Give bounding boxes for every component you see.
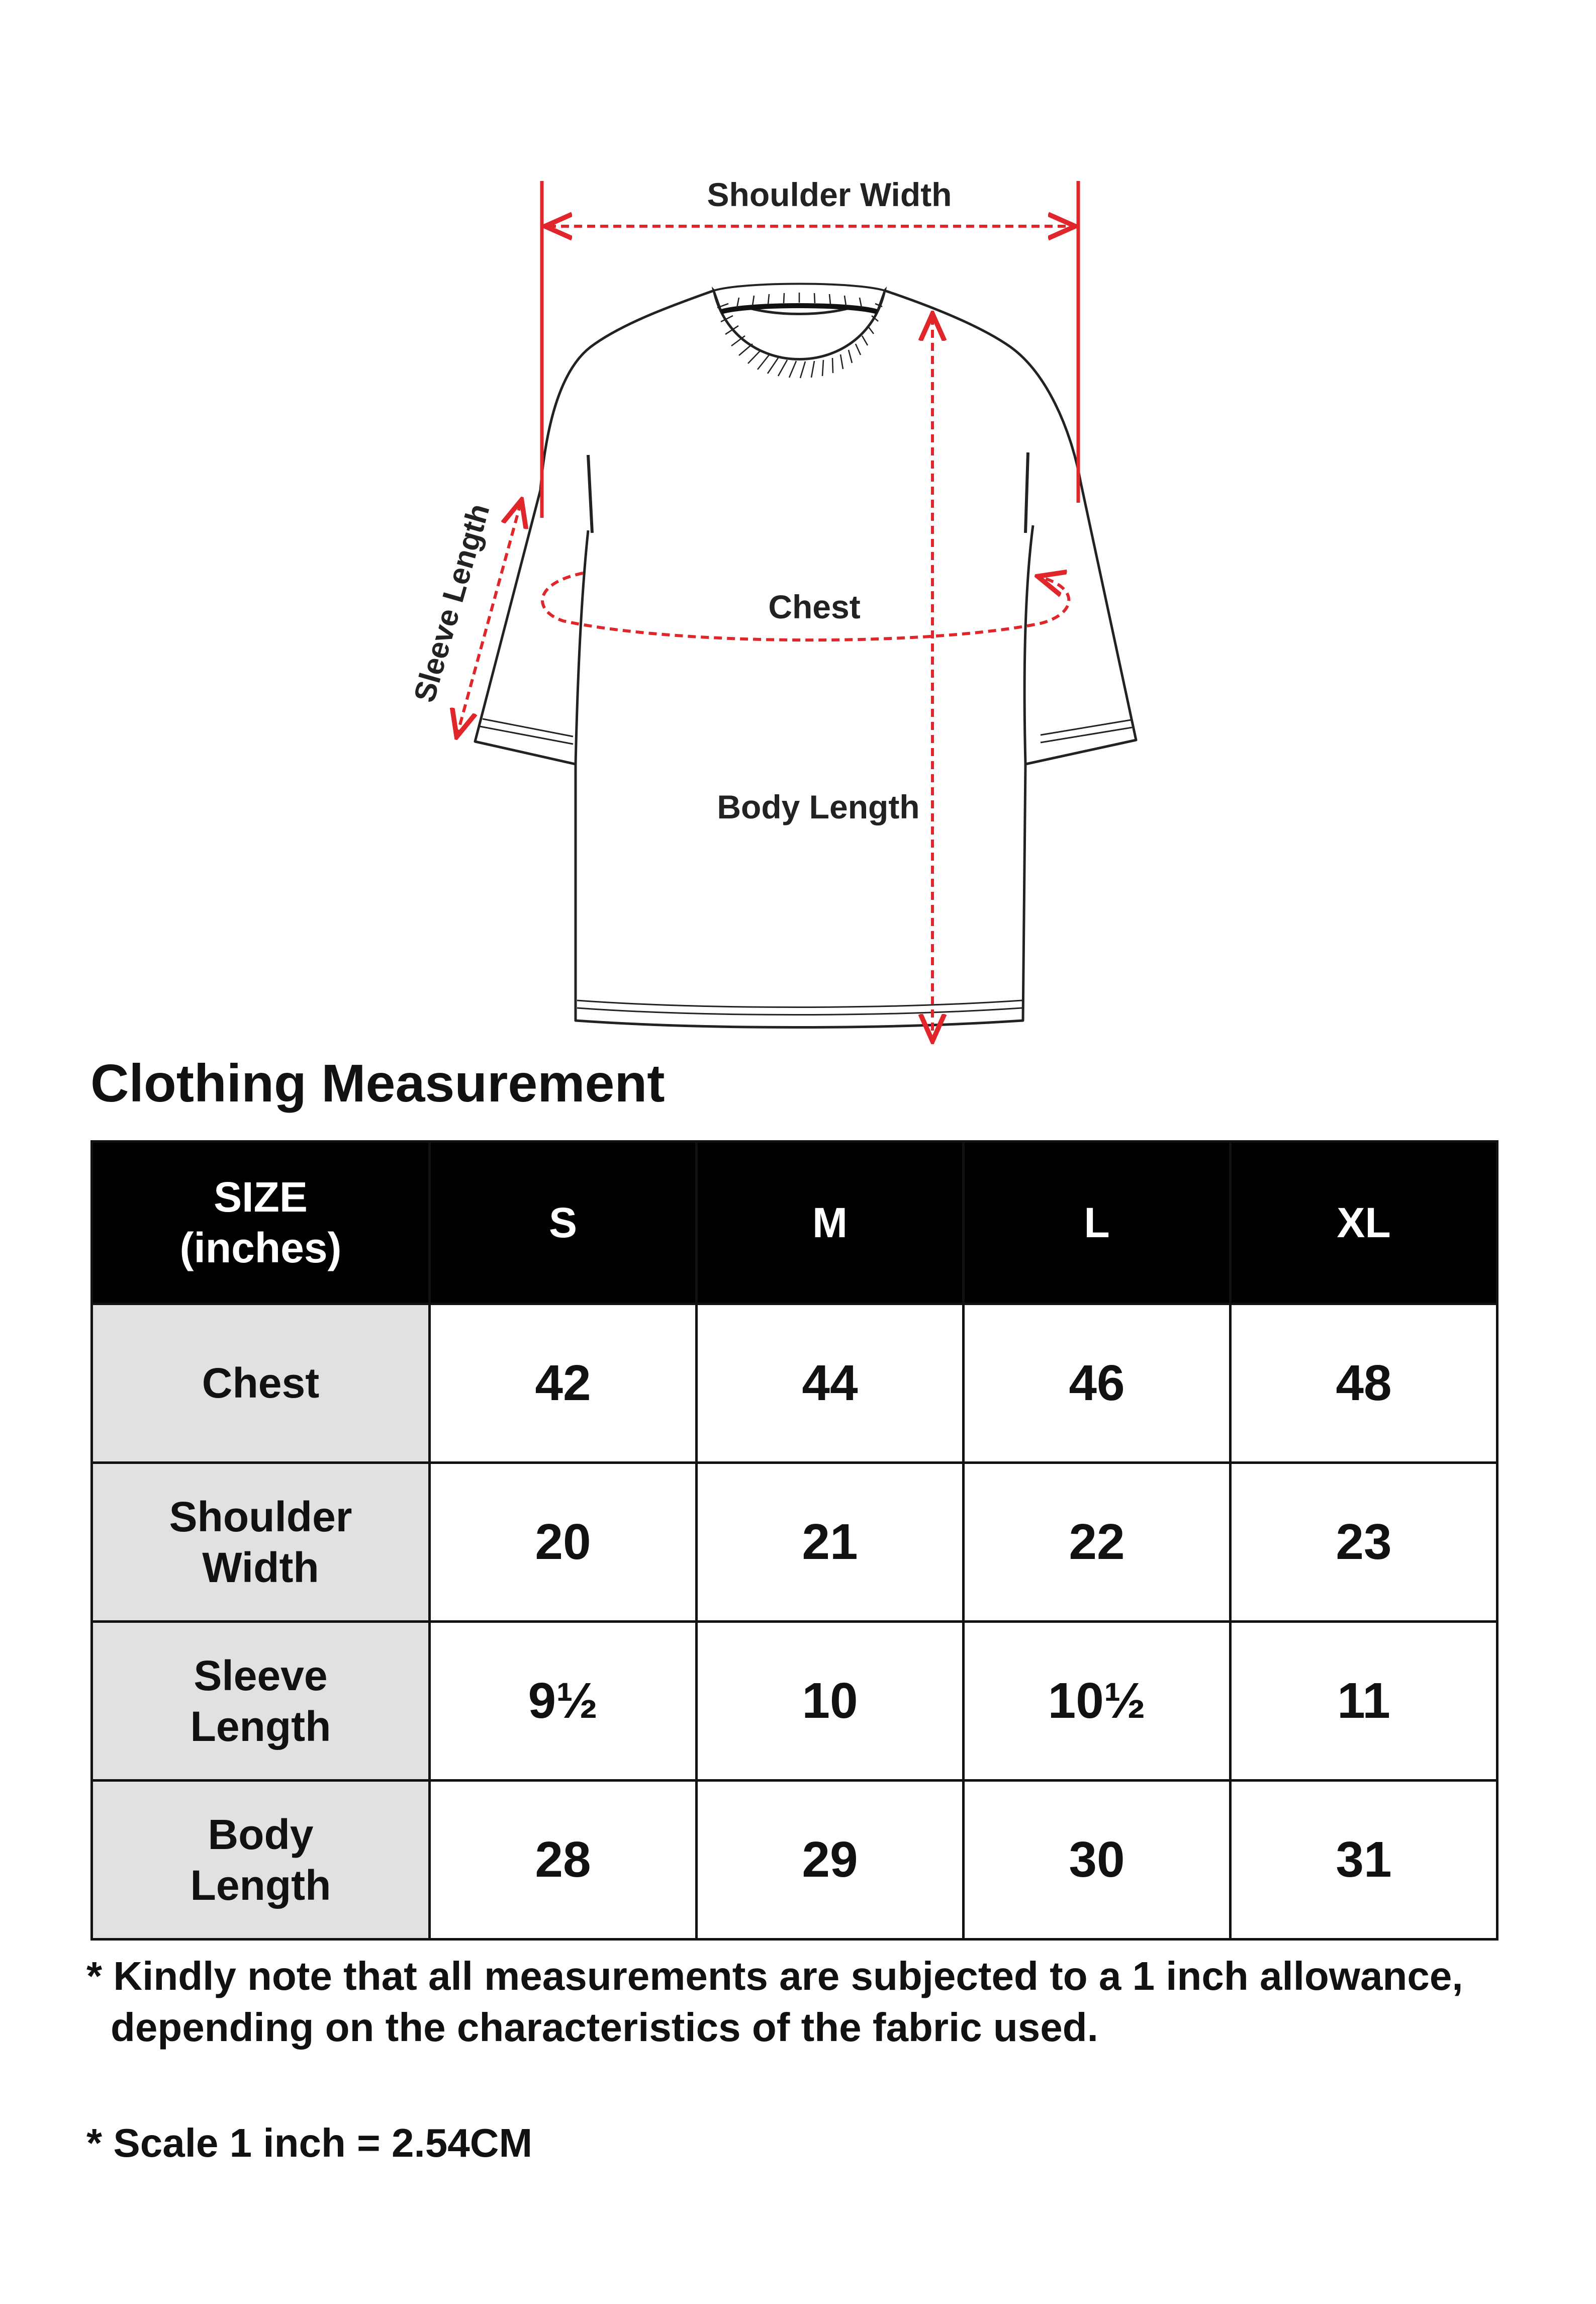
header-row xyxy=(92,1142,1497,1304)
table-cell: 28 xyxy=(430,1781,697,1940)
table-cell: 23 xyxy=(1231,1463,1497,1622)
allowance-note xyxy=(86,1951,1574,2054)
row-label-sleeve-length xyxy=(92,1622,430,1781)
table-cell: 30 xyxy=(964,1781,1231,1940)
body-length-label: Body Length xyxy=(717,788,920,825)
row-label-text: Sleeve xyxy=(194,1651,328,1699)
table-row-body-length xyxy=(92,1781,1497,1940)
row-label-text: Body xyxy=(208,1810,314,1858)
row-label-chest xyxy=(92,1304,430,1463)
row-label-text: Chest xyxy=(202,1359,320,1407)
table-cell: 46 xyxy=(964,1304,1231,1463)
table-cell: 42 xyxy=(430,1304,697,1463)
row-label-text: Shoulder xyxy=(169,1493,352,1540)
sleeve-length-label: Sleeve Length xyxy=(407,500,496,706)
size-header-text: SIZE xyxy=(214,1173,308,1221)
size-header-s: S xyxy=(430,1142,697,1304)
table-cell: 10½ xyxy=(964,1622,1231,1781)
size-header-xl: XL xyxy=(1231,1142,1497,1304)
table-cell: 48 xyxy=(1231,1304,1497,1463)
row-label-text: Width xyxy=(202,1543,319,1591)
shoulder-width-label: Shoulder Width xyxy=(707,176,952,213)
size-chart-table xyxy=(90,1140,1498,1941)
tshirt-outline xyxy=(475,291,1136,1028)
allowance-note-line2: depending on the characteristics of the fabric used. xyxy=(111,2005,1098,2050)
chest-label: Chest xyxy=(768,588,861,625)
page-title: Clothing Measurement xyxy=(90,1054,665,1113)
size-header-m: M xyxy=(697,1142,964,1304)
table-row-shoulder-width xyxy=(92,1463,1497,1622)
table-cell: 10 xyxy=(697,1622,964,1781)
size-unit-header xyxy=(92,1142,430,1304)
tshirt-measurement-diagram xyxy=(0,0,1596,1066)
row-label-text: Length xyxy=(190,1702,331,1750)
table-cell: 11 xyxy=(1231,1622,1497,1781)
table-row-sleeve-length xyxy=(92,1622,1497,1781)
row-label-body-length xyxy=(92,1781,430,1940)
table-cell: 31 xyxy=(1231,1781,1497,1940)
table-cell: 44 xyxy=(697,1304,964,1463)
collar xyxy=(714,284,885,379)
row-label-text: Length xyxy=(190,1861,331,1909)
row-label-shoulder-width xyxy=(92,1463,430,1622)
table-cell: 29 xyxy=(697,1781,964,1940)
table-cell: 21 xyxy=(697,1463,964,1622)
size-header-l: L xyxy=(964,1142,1231,1304)
unit-header-text: (inches) xyxy=(179,1224,342,1271)
allowance-note-line1: * Kindly note that all measurements are subjected to a 1 inch allowance, xyxy=(86,1954,1463,1998)
table-cell: 20 xyxy=(430,1463,697,1622)
table-row-chest xyxy=(92,1304,1497,1463)
table-cell: 9½ xyxy=(430,1622,697,1781)
scale-note: * Scale 1 inch = 2.54CM xyxy=(86,2121,533,2165)
table-cell: 22 xyxy=(964,1463,1231,1622)
